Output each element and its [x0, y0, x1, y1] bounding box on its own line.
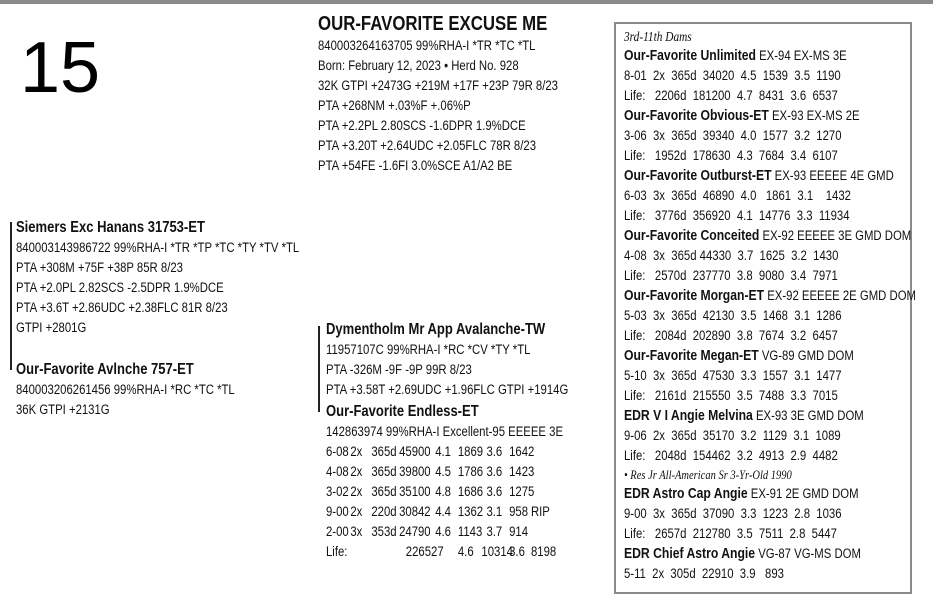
lot-number: 15: [20, 28, 101, 108]
sire-block: [16, 218, 353, 338]
granddam-record-cell: 45900: [399, 444, 431, 459]
granddam-life-cell: 8198: [530, 544, 557, 559]
granddam-record-cell: 3.6: [486, 464, 503, 479]
subject-line: PTA +3.20T +2.64UDC +2.05FLC 78R 8/23: [318, 138, 537, 153]
sire-line: PTA +308M +75F +38P 85R 8/23: [16, 260, 183, 275]
pedigree-connector: [10, 222, 12, 370]
ancestor-dam-record: 6-03 3x 365d 46890 4.0 1861 3.1 1432: [624, 188, 851, 203]
granddam-record-cell: 4.6: [435, 524, 451, 539]
dams-box-heading: 3rd-11th Dams: [624, 29, 692, 44]
granddam-record-cell: 4-08: [326, 464, 349, 479]
dam-name: Our-Favorite Avlnche 757-ET: [16, 361, 194, 378]
granddam-record-cell: 1275: [509, 484, 535, 499]
granddam-record-cell: 365d: [371, 484, 397, 499]
granddam-record-cell: 2-00: [326, 524, 349, 539]
top-rule: [0, 0, 933, 4]
subject-block: [318, 12, 604, 176]
ancestor-dam-life: Life: 2570d 237770 3.8 9080 3.4 7971: [624, 268, 838, 283]
dam-block: [16, 360, 276, 420]
ancestor-dam-name-line: [624, 166, 916, 186]
granddam-life-row: [326, 542, 603, 562]
granddam-record-cell: 1686: [457, 484, 484, 499]
granddam-record-cell: 39800: [399, 464, 431, 479]
ancestor-dam-note: • Res Jr All-American Sr 3-Yr-Old 1990: [624, 468, 792, 482]
granddam-record-row: [326, 522, 603, 542]
subject-line: PTA +2.2PL 2.80SCS -1.6DPR 1.9%DCE: [318, 118, 526, 133]
granddam-life-cell: 10314: [481, 544, 513, 559]
ancestor-dam-life: Life: 2048d 154462 3.2 4913 2.9 4482: [624, 448, 838, 463]
ancestor-dam-classification: EX-93 3E GMD DOM: [752, 408, 864, 423]
granddam-record-cell: RIP: [530, 504, 550, 519]
granddam-record-cell: 1869: [457, 444, 484, 459]
granddam-record-cell: 35100: [399, 484, 431, 499]
ancestor-dam-classification: VG-89 GMD DOM: [758, 348, 854, 363]
dams-list: [624, 46, 933, 584]
granddam-record-cell: 4.8: [435, 484, 451, 499]
granddam-record-cell: 6-08: [326, 444, 349, 459]
granddam-record-cell: 24790: [399, 524, 431, 539]
granddam-record-cell: 1143: [457, 524, 483, 539]
ancestor-dam-name: EDR V I Angie Melvina: [624, 408, 753, 424]
granddam-record-cell: 2x: [350, 464, 363, 479]
dam-line: 840003206261456 99%RHA-I *RC *TC *TL: [16, 382, 235, 397]
granddam-record-row: [326, 442, 603, 462]
ancestor-dam-name: Our-Favorite Morgan-ET: [624, 288, 765, 304]
ancestor-dam-life: Life: 1952d 178630 4.3 7684 3.4 6107: [624, 148, 838, 163]
granddam-record-cell: 914: [509, 524, 529, 539]
granddam-record-cell: 9-00: [326, 504, 349, 519]
ancestor-dam-name-line: [624, 106, 916, 126]
subject-name: OUR-FAVORITE EXCUSE ME: [318, 13, 548, 35]
granddam-record-cell: 3.7: [486, 524, 503, 539]
sire-line: PTA +2.0PL 2.82SCS -2.5DPR 1.9%DCE: [16, 280, 224, 295]
maternal-grandsire-name: Dymentholm Mr App Avalanche-TW: [326, 321, 546, 338]
dam-line: 36K GTPI +2131G: [16, 402, 110, 417]
ancestor-dam-name: Our-Favorite Obvious-ET: [624, 108, 769, 124]
ancestor-dam-name: EDR Astro Cap Angie: [624, 486, 748, 502]
ancestor-dam-name-line: [624, 406, 916, 426]
ancestor-dam-record: 9-06 2x 365d 35170 3.2 1129 3.1 1089: [624, 428, 841, 443]
sire-line: 840003143986722 99%RHA-I *TR *TP *TC *TY *TV *TL: [16, 240, 300, 255]
ancestor-dam-life: Life: 2161d 215550 3.5 7488 3.3 7015: [624, 388, 838, 403]
ancestor-dam-record: 3-06 3x 365d 39340 4.0 1577 3.2 1270: [624, 128, 842, 143]
ancestor-dam-name-line: [624, 544, 916, 564]
ancestor-dam-classification: EX-93 EEEEE 4E GMD: [771, 168, 894, 183]
ancestor-dam-name-line: [624, 226, 916, 246]
ancestor-dam-classification: VG-87 VG-MS DOM: [755, 546, 861, 561]
granddam-record-cell: 3.6: [486, 444, 503, 459]
ancestor-dam-record: 8-01 2x 365d 34020 4.5 1539 3.5 1190: [624, 68, 841, 83]
maternal-grandsire-block: [326, 320, 614, 400]
granddam-record-cell: 365d: [371, 444, 397, 459]
subject-line: PTA +268NM +.03%F +.06%P: [318, 98, 471, 113]
granddam-record-cell: 4.5: [435, 464, 451, 479]
granddam-record-cell: 30842: [399, 504, 431, 519]
granddam-record-cell: 220d: [371, 504, 397, 519]
sire-line: GTPI +2801G: [16, 320, 87, 335]
subject-line: Born: February 12, 2023 • Herd No. 928: [318, 58, 519, 73]
ancestor-dam-record: 9-00 3x 365d 37090 3.3 1223 2.8 1036: [624, 506, 842, 521]
ancestor-dam-record: 5-10 3x 365d 47530 3.3 1557 3.1 1477: [624, 368, 842, 383]
granddam-life-label: Life:: [326, 544, 348, 559]
granddam-life-cell: 3.6: [509, 544, 525, 559]
granddam-records: [326, 442, 606, 564]
granddam-record-cell: 365d: [371, 464, 397, 479]
granddam-record-cell: 4.1: [435, 444, 451, 459]
subject-line: 840003264163705 99%RHA-I *TR *TC *TL: [318, 38, 536, 53]
granddam-record-cell: 1786: [457, 464, 484, 479]
granddam-record-cell: 2x: [350, 504, 363, 519]
sire-name: Siemers Exc Hanans 31753-ET: [16, 219, 205, 236]
ancestor-dam-name: Our-Favorite Outburst-ET: [624, 168, 772, 184]
ancestor-dam-classification: EX-91 2E GMD DOM: [747, 486, 859, 501]
granddam-record-row: [326, 482, 603, 502]
ancestor-dam-classification: EX-92 EEEEE 3E GMD DOM: [759, 228, 912, 243]
granddam-record-cell: 3-02: [326, 484, 349, 499]
ancestor-dam-name-line: [624, 484, 916, 504]
ancestor-dam-life: Life: 2657d 212780 3.5 7511 2.8 5447: [624, 526, 837, 541]
sire-line: PTA +3.6T +2.86UDC +2.38FLC 81R 8/23: [16, 300, 228, 315]
ancestor-dam-record: 4-08 3x 365d 44330 3.7 1625 3.2 1430: [624, 248, 839, 263]
granddam-record-row: [326, 462, 603, 482]
granddam-record-cell: 3.1: [486, 504, 503, 519]
granddam-record-cell: 1642: [509, 444, 535, 459]
ancestor-dam-record: 5-11 2x 305d 22910 3.9 893: [624, 566, 784, 581]
ancestor-dam-name-line: [624, 346, 916, 366]
granddam-record-cell: 2x: [350, 484, 363, 499]
ancestor-dam-name-line: [624, 286, 916, 306]
subject-line: PTA +54FE -1.6FI 3.0%SCE A1/A2 BE: [318, 158, 513, 173]
granddam-name: Our-Favorite Endless-ET: [326, 403, 479, 420]
dams-box-content: [624, 28, 933, 584]
ancestor-dam-name: Our-Favorite Megan-ET: [624, 348, 759, 364]
ancestor-dam-classification: EX-94 EX-MS 3E: [755, 48, 847, 63]
ancestor-dam-name-line: [624, 46, 916, 66]
granddam-record-cell: 2x: [350, 444, 363, 459]
granddam-record-cell: 1423: [509, 464, 535, 479]
maternal-grandsire-line: PTA -326M -9F -9P 99R 8/23: [326, 362, 472, 377]
maternal-grandsire-line: PTA +3.58T +2.69UDC +1.96FLC GTPI +1914G: [326, 382, 569, 397]
ancestor-dam-life: Life: 2206d 181200 4.7 8431 3.6 6537: [624, 88, 838, 103]
granddam-line: 142863974 99%RHA-I Excellent-95 EEEEE 3E: [326, 424, 564, 439]
ancestor-dam-classification: EX-93 EX-MS 2E: [768, 108, 860, 123]
granddam-record-cell: 4.4: [435, 504, 451, 519]
ancestor-dam-record: 5-03 3x 365d 42130 3.5 1468 3.1 1286: [624, 308, 842, 323]
ancestor-dam-name: EDR Chief Astro Angie: [624, 546, 756, 562]
ancestor-dam-classification: EX-92 EEEEE 2E GMD DOM: [764, 288, 916, 303]
granddam-record-cell: 3x: [350, 524, 363, 539]
granddam-record-row: [326, 502, 603, 522]
maternal-grandsire-line: 11957107C 99%RHA-I *RC *CV *TY *TL: [326, 342, 531, 357]
ancestor-dam-name: Our-Favorite Conceited: [624, 228, 760, 244]
granddam-life-cell: 4.6: [457, 544, 474, 559]
granddam-record-cell: 1362: [457, 504, 484, 519]
subject-line: 32K GTPI +2473G +219M +17F +23P 79R 8/23: [318, 78, 558, 93]
ancestor-dam-name: Our-Favorite Unlimited: [624, 48, 756, 64]
granddam-block: [326, 402, 608, 442]
ancestor-dam-life: Life: 2084d 202890 3.8 7674 3.2 6457: [624, 328, 838, 343]
ancestor-dam-life: Life: 3776d 356920 4.1 14776 3.3 11934: [624, 208, 850, 223]
granddam-record-cell: 353d: [371, 524, 397, 539]
dams-box: [614, 22, 916, 594]
maternal-connector: [318, 326, 320, 412]
granddam-record-cell: 958: [509, 504, 529, 519]
granddam-life-cell: 226527: [405, 544, 444, 559]
granddam-record-cell: 3.6: [486, 484, 503, 499]
